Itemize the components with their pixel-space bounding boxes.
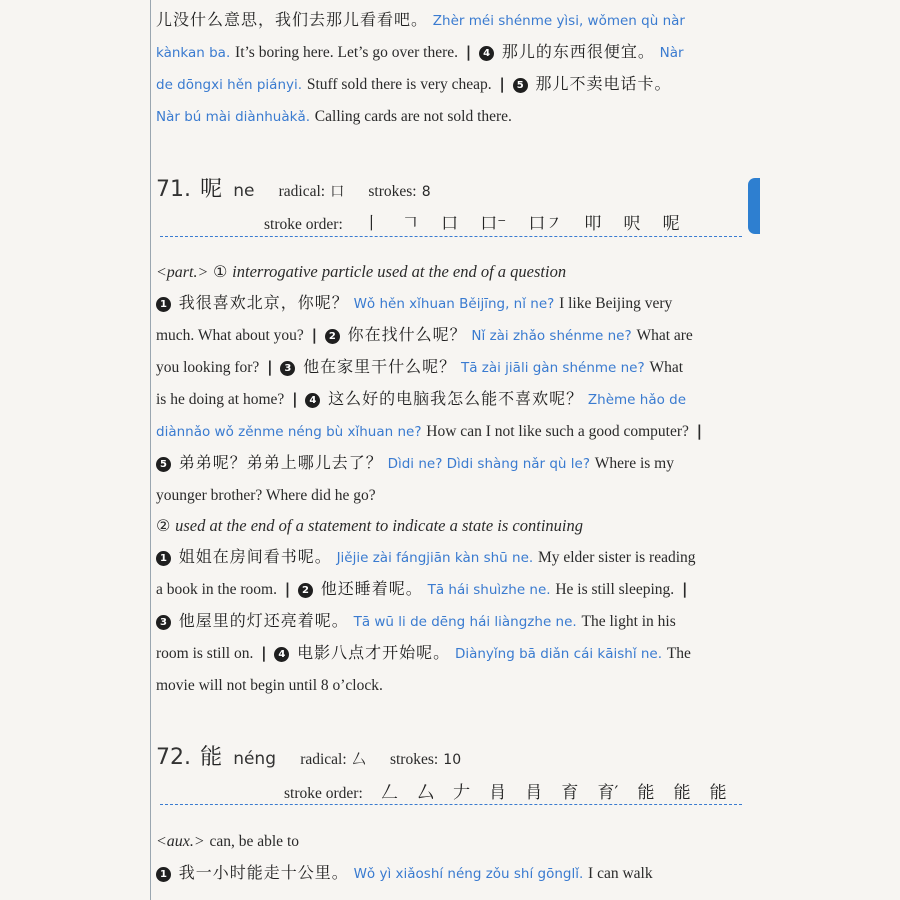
headword-pinyin: néng [233, 749, 277, 769]
chinese-sentence: 那儿的东西很便宜。 [501, 42, 655, 61]
stroke-step: 育 [561, 783, 579, 803]
example-number-badge: 2 [298, 583, 313, 598]
stroke-step: 𠃍 [402, 214, 420, 234]
text-line [156, 670, 383, 700]
example-number-badge: 2 [325, 329, 340, 344]
chinese-sentence: 那儿不卖电话卡。 [535, 74, 672, 93]
sense-number: ② [156, 516, 171, 535]
strokes-value: 10 [443, 752, 462, 768]
example-number-badge: 1 [156, 867, 171, 882]
pinyin-text: Wǒ yì xiǎoshí néng zǒu shí gōnglǐ. [353, 866, 584, 882]
sense-heading [156, 511, 583, 541]
text-line [156, 448, 674, 478]
sense-definition: can, be able to [209, 833, 299, 850]
pinyin-text: Diànyǐng bā diǎn cái kāishǐ ne. [454, 646, 663, 662]
pinyin-text: Wǒ hěn xǐhuan Běijīng, nǐ ne? [353, 296, 555, 312]
separator: | [292, 390, 298, 408]
stroke-order-label: stroke order: [264, 216, 343, 233]
separator: | [465, 43, 472, 61]
sense-heading [156, 826, 299, 856]
pinyin-text: diànnǎo wǒ zěnme néng bù xǐhuan ne? [156, 424, 422, 440]
example-number-badge: 4 [274, 647, 289, 662]
text-line [156, 101, 512, 131]
example-number-badge: 1 [156, 297, 171, 312]
pinyin-text: Jiějie zài fángjiān kàn shū ne. [336, 550, 534, 566]
chinese-sentence: 我一小时能走十公里。 [178, 863, 349, 882]
english-translation: What are [636, 327, 693, 344]
entry-header-72 [156, 740, 461, 771]
part-of-speech: <part.> [156, 264, 209, 281]
stroke-step: 𠂇 [453, 783, 471, 803]
chinese-sentence: 儿没什么意思，我们去那儿看看吧。 [156, 10, 429, 29]
example-number-badge: 3 [280, 361, 295, 376]
stroke-step: 呎 [623, 214, 641, 234]
pinyin-text: de dōngxi hěn piányi. [156, 77, 303, 93]
stroke-step: 𠃋 [380, 783, 398, 803]
example-number-badge: 4 [479, 46, 494, 61]
radical-value: 厶 [351, 752, 366, 768]
pinyin-text: Tā hái shuìzhe ne. [427, 582, 551, 598]
stroke-step: 肙 [525, 783, 543, 803]
stroke-step: 叩 [584, 214, 602, 234]
text-line [156, 37, 684, 67]
pinyin-text: Nàr [659, 45, 684, 61]
pinyin-text: Zhèr méi shénme yìsi, wǒmen qù nàr [432, 13, 685, 29]
example-number-badge: 1 [156, 551, 171, 566]
example-number-badge: 4 [305, 393, 320, 408]
strokes-label: strokes: [368, 183, 417, 200]
english-translation: He is still sleeping. [555, 581, 675, 598]
sense-definition: used at the end of a statement to indicate a state is continuing [175, 516, 583, 535]
separator: | [267, 358, 273, 376]
chinese-sentence: 姐姐在房间看书呢。 [178, 547, 332, 566]
stroke-step: 丨 [362, 214, 380, 234]
radical-value: 口 [330, 184, 345, 200]
text-line [156, 5, 685, 35]
english-translation: movie will not begin until 8 o’clock. [156, 677, 383, 694]
pinyin-text: Zhème hǎo de [587, 392, 687, 408]
pinyin-text: Tā wū li de dēng hái liàngzhe ne. [353, 614, 577, 630]
stroke-step: 育′ [597, 783, 619, 803]
separator: | [681, 580, 688, 598]
english-translation: How can I not like such a good computer? [426, 423, 689, 440]
english-translation: room is still on. [156, 645, 254, 662]
text-line [156, 320, 693, 350]
chinese-sentence: 他在家里干什么呢？ [303, 357, 457, 376]
chinese-sentence: 弟弟呢？弟弟上哪儿去了？ [178, 453, 383, 472]
dashed-divider [160, 804, 742, 805]
stroke-step: 厶 [417, 783, 435, 803]
pinyin-text: Dìdi ne? Dìdi shàng nǎr qù le? [387, 456, 590, 472]
chinese-sentence: 电影八点才开始呢。 [297, 643, 451, 662]
headword-pinyin: ne [233, 181, 255, 201]
stroke-order-71 [264, 209, 697, 234]
stroke-step: 肙 [489, 783, 507, 803]
strokes-label: strokes: [389, 751, 439, 768]
pinyin-text: Nàr bú mài diànhuàkǎ. [156, 109, 311, 125]
stroke-order-label: stroke order: [284, 785, 363, 802]
text-line [156, 480, 376, 510]
headword-character: 呢 [200, 177, 223, 202]
english-translation: much. What about you? [156, 327, 304, 344]
radical-label: radical: [278, 183, 326, 200]
english-translation: I like Beijing very [559, 295, 673, 312]
pinyin-text: kànkan ba. [156, 45, 231, 61]
example-number-badge: 5 [156, 457, 171, 472]
english-translation: Where is my [594, 455, 674, 472]
separator: | [499, 75, 505, 93]
sense-heading [156, 257, 566, 287]
stroke-order-72 [284, 778, 727, 803]
example-number-badge: 3 [156, 615, 171, 630]
pinyin-text: Tā zài jiāli gàn shénme ne? [460, 360, 645, 376]
entry-number: 71. [156, 177, 191, 202]
example-number-badge: 5 [513, 78, 528, 93]
english-translation: younger brother? Where did he go? [156, 487, 376, 504]
separator: | [261, 644, 267, 662]
entry-header-71 [156, 172, 431, 203]
separator: | [311, 326, 318, 344]
english-translation: is he doing at home? [156, 391, 285, 408]
english-translation: The [666, 645, 691, 662]
thumb-index-tab [748, 178, 760, 234]
stroke-step: 呢 [662, 214, 680, 234]
strokes-value: 8 [421, 184, 431, 200]
english-translation: I can walk [588, 865, 653, 882]
stroke-step: 口㇇ [528, 214, 563, 234]
radical-label: radical: [300, 751, 347, 768]
english-translation: What [649, 359, 684, 376]
part-of-speech: <aux.> [156, 833, 205, 850]
text-line [156, 352, 683, 382]
english-translation: My elder sister is reading [537, 549, 696, 566]
chinese-sentence: 他屋里的灯还亮着呢。 [178, 611, 349, 630]
chinese-sentence: 他还睡着呢。 [320, 579, 423, 598]
stroke-step: 口 [441, 214, 459, 234]
text-line [156, 384, 686, 414]
stroke-step: 口⁻ [480, 214, 507, 234]
english-translation: It’s boring here. Let’s go over there. [235, 44, 458, 61]
pinyin-text: Nǐ zài zhǎo shénme ne? [471, 328, 632, 344]
english-translation: Calling cards are not sold there. [314, 108, 512, 125]
chinese-sentence: 你在找什么呢？ [347, 325, 467, 344]
text-line [156, 542, 696, 572]
text-line [156, 288, 672, 318]
english-translation: you looking for? [156, 359, 260, 376]
chinese-sentence: 这么好的电脑我怎么能不喜欢呢？ [328, 389, 584, 408]
stroke-step: 能 [637, 783, 655, 803]
stroke-step: 能 [673, 783, 691, 803]
dashed-divider [160, 236, 742, 237]
headword-character: 能 [200, 745, 223, 770]
text-line [156, 638, 691, 668]
separator: | [696, 422, 703, 440]
sense-definition: interrogative particle used at the end of a question [232, 262, 567, 281]
english-translation: Stuff sold there is very cheap. [306, 76, 492, 93]
sense-number: ① [213, 262, 228, 281]
page-margin-line [150, 0, 151, 900]
text-line [156, 416, 705, 446]
text-line [156, 574, 690, 604]
chinese-sentence: 我很喜欢北京，你呢？ [178, 293, 349, 312]
stroke-step: 能 [709, 783, 727, 803]
english-translation: a book in the room. [156, 581, 277, 598]
text-line [156, 69, 671, 99]
text-line [156, 858, 653, 888]
entry-number: 72. [156, 745, 191, 770]
english-translation: The light in his [581, 613, 676, 630]
text-line [156, 606, 676, 636]
separator: | [284, 580, 291, 598]
